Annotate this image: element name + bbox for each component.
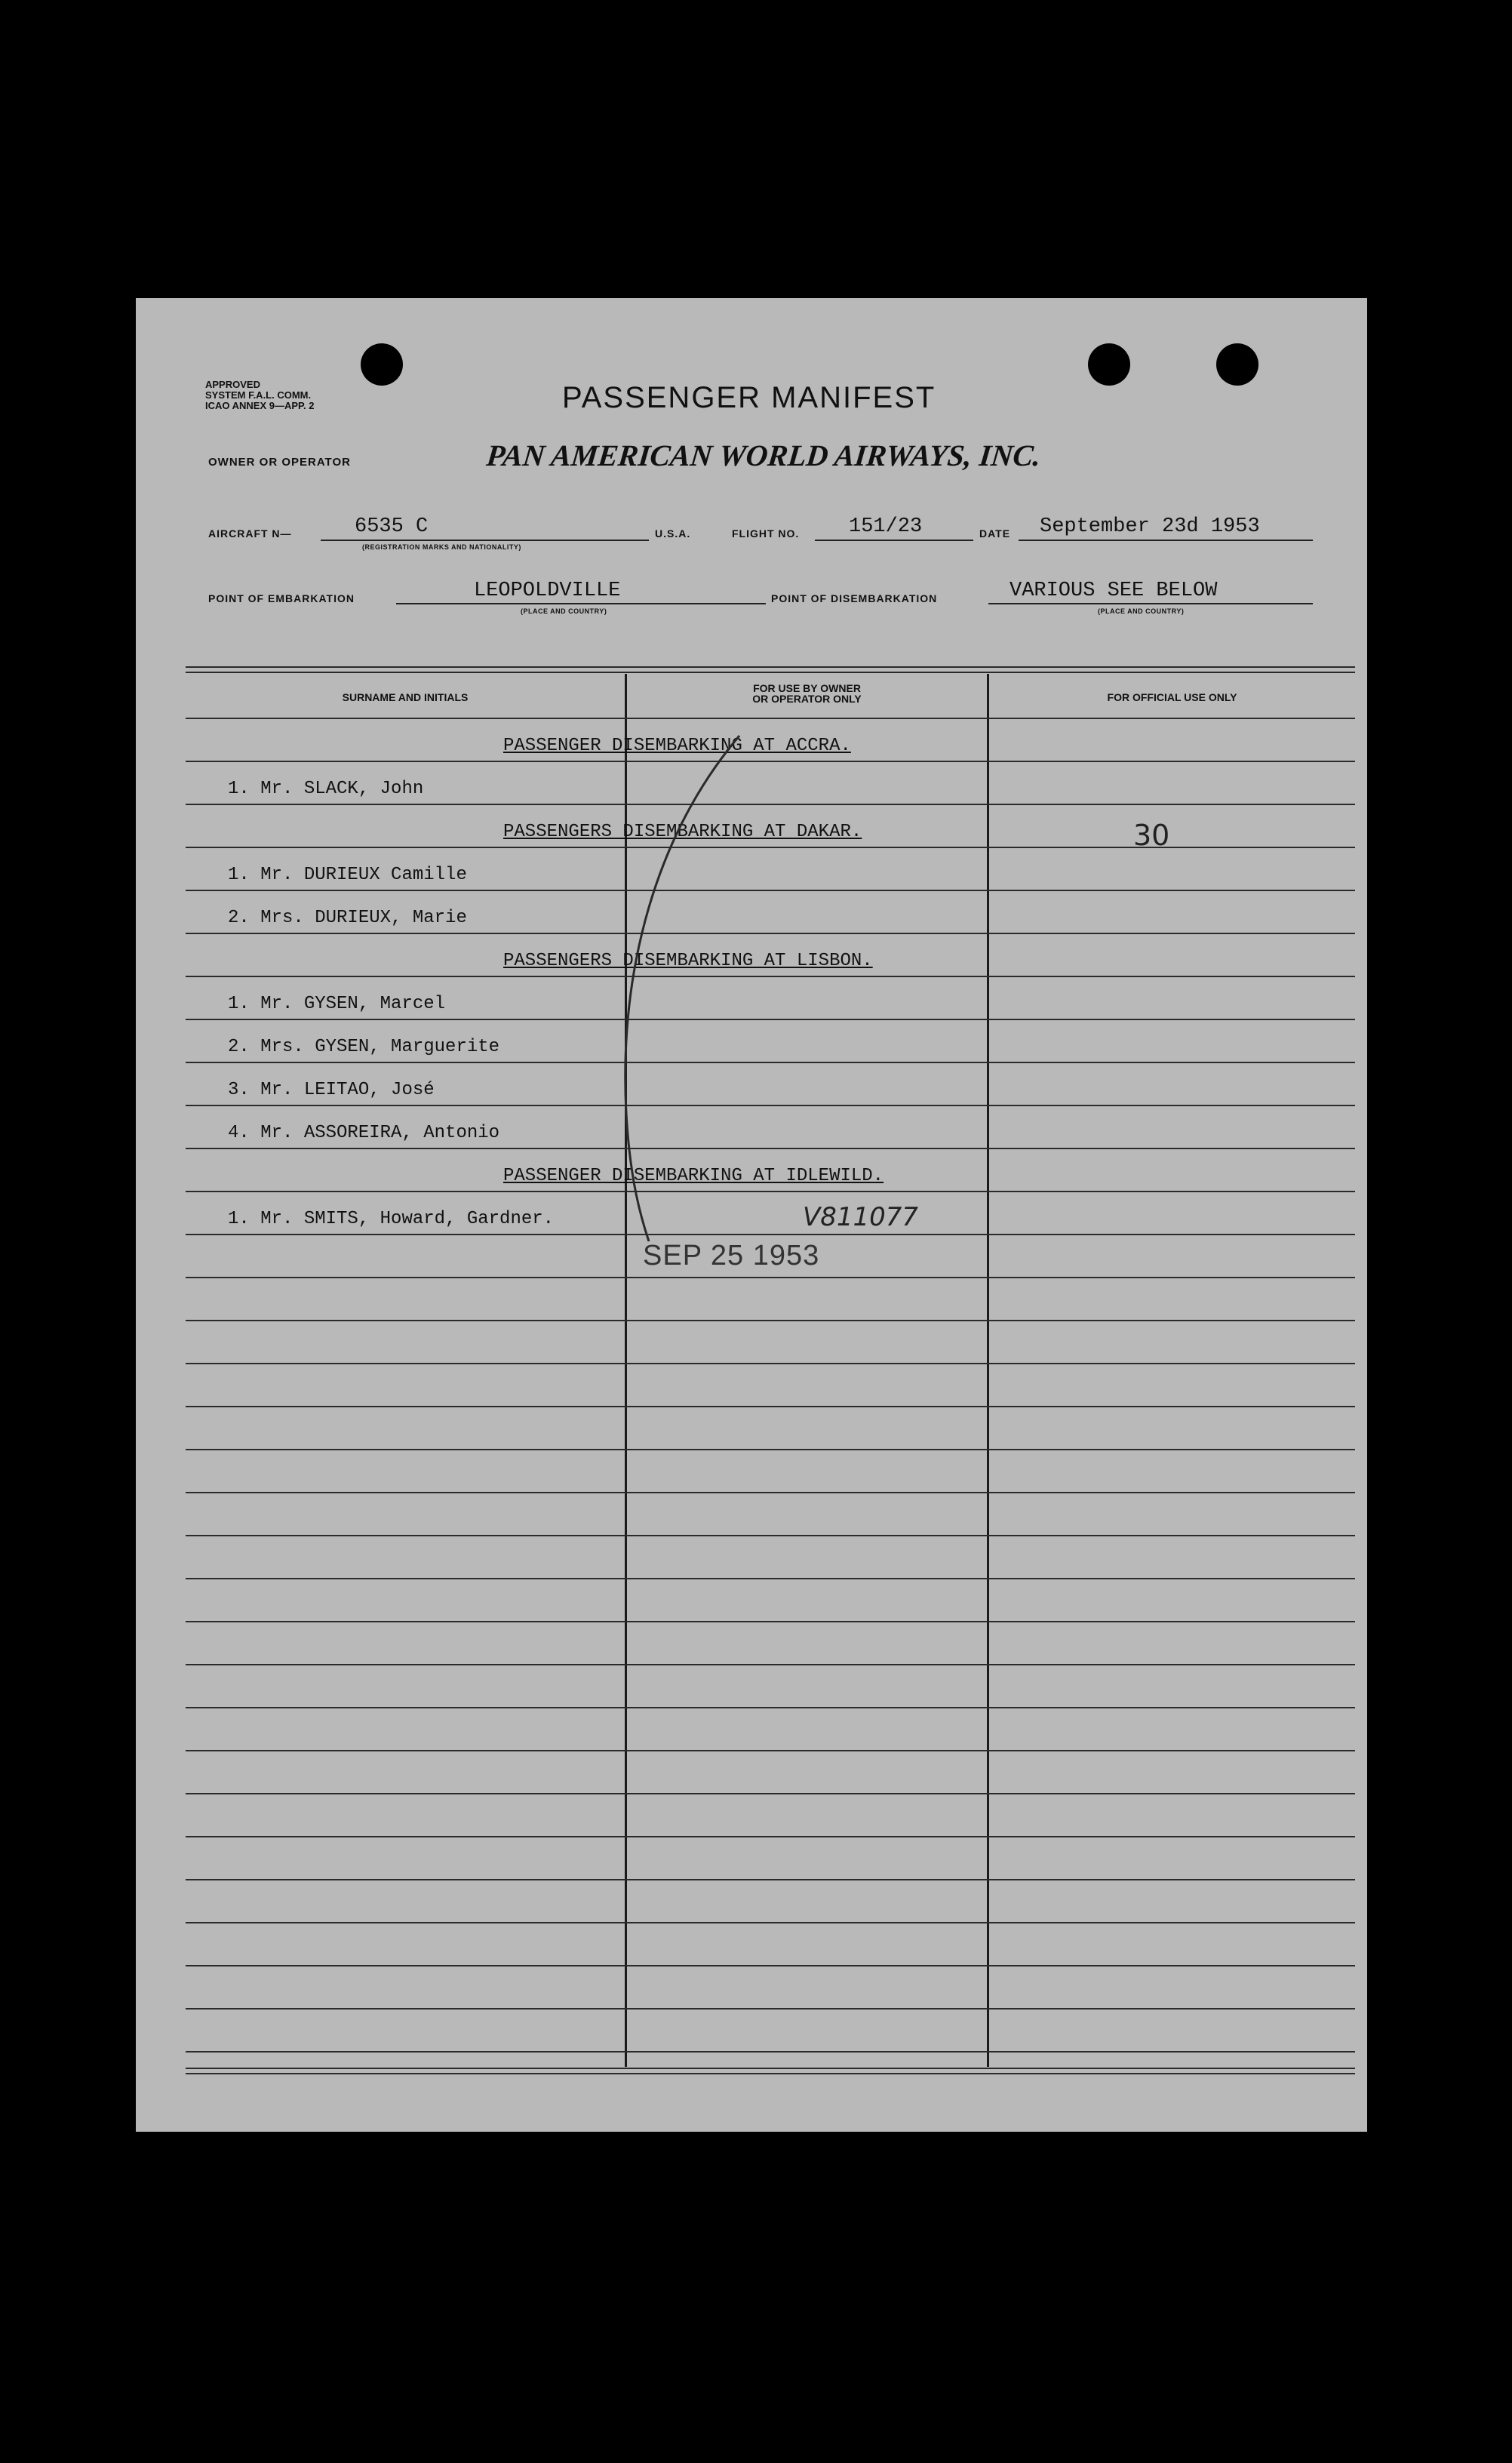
row-rule [186, 1922, 1355, 1923]
table-top-rule-2 [186, 672, 1355, 673]
passenger-entry: 1. Mr. GYSEN, Marcel [228, 994, 446, 1014]
passenger-entry: 2. Mrs. DURIEUX, Marie [228, 908, 467, 928]
date-line [1019, 540, 1313, 541]
table-bottom-rule-2 [186, 2073, 1355, 2074]
aircraft-line [321, 540, 649, 541]
row-rule [186, 1406, 1355, 1407]
table-bottom-rule [186, 2068, 1355, 2069]
date-stamp: SEP 25 1953 [643, 1240, 820, 1271]
passenger-entry: 1. Mr. DURIEUX Camille [228, 865, 467, 885]
date-label: DATE [979, 527, 1011, 540]
row-rule [186, 976, 1355, 977]
passenger-entry: 3. Mr. LEITAO, José [228, 1080, 435, 1100]
embarkation-line [396, 603, 766, 604]
row-rule [186, 1449, 1355, 1450]
date-value: September 23d 1953 [1040, 515, 1260, 538]
row-rule [186, 1363, 1355, 1364]
disembarkation-sublabel: (PLACE AND COUNTRY) [1098, 607, 1185, 615]
passenger-entry: 2. Mrs. GYSEN, Marguerite [228, 1037, 500, 1057]
row-rule [186, 1535, 1355, 1536]
disembarkation-label: POINT OF DISEMBARKATION [771, 592, 938, 604]
row-rule [186, 1793, 1355, 1794]
passenger-entry: 4. Mr. ASSOREIRA, Antonio [228, 1123, 500, 1143]
owner-label: OWNER OR OPERATOR [208, 456, 351, 469]
row-rule [186, 1965, 1355, 1966]
column-header-surname: SURNAME AND INITIALS [342, 691, 469, 703]
punch-hole-right [1216, 343, 1258, 386]
row-rule [186, 1105, 1355, 1106]
passenger-entry: 1. Mr. SMITS, Howard, Gardner. [228, 1209, 555, 1229]
row-rule [186, 890, 1355, 891]
row-rule [186, 1320, 1355, 1321]
punch-hole-center [1088, 343, 1130, 386]
approval-line: ICAO ANNEX 9—APP. 2 [205, 400, 315, 411]
check-mark-stroke [558, 721, 754, 1249]
flight-number-label: FLIGHT NO. [732, 527, 800, 540]
aircraft-label: AIRCRAFT N— [208, 527, 292, 540]
row-rule [186, 1062, 1355, 1063]
embarkation-sublabel: (PLACE AND COUNTRY) [521, 607, 607, 615]
approval-line: APPROVED [205, 379, 260, 390]
section-heading: PASSENGER DISEMBARKING AT ACCRA. [503, 736, 851, 756]
aircraft-sublabel: (REGISTRATION MARKS AND NATIONALITY) [362, 543, 521, 551]
row-rule [186, 1879, 1355, 1880]
section-heading: PASSENGERS DISEMBARKING AT LISBON. [503, 951, 873, 971]
column-header-official: FOR OFFICIAL USE ONLY [1107, 691, 1237, 703]
disembarkation-value: VARIOUS SEE BELOW [1010, 580, 1218, 602]
row-rule [186, 1019, 1355, 1020]
row-rule [186, 1234, 1355, 1235]
table-top-rule [186, 666, 1355, 668]
embarkation-value: LEOPOLDVILLE [474, 580, 621, 602]
section-heading: PASSENGERS DISEMBARKING AT DAKAR. [503, 822, 862, 842]
column-header-owner-line-1: FOR USE BY OWNER [753, 682, 861, 694]
approval-line: SYSTEM F.A.L. COMM. [205, 389, 312, 401]
row-rule [186, 933, 1355, 934]
row-rule [186, 761, 1355, 762]
column-header-owner-line-2: OR OPERATOR ONLY [752, 693, 862, 705]
country-label: U.S.A. [655, 527, 691, 540]
row-rule [186, 2051, 1355, 2052]
row-rule [186, 1492, 1355, 1493]
column-divider-2 [987, 674, 989, 2067]
embarkation-label: POINT OF EMBARKATION [208, 592, 355, 604]
manifest-page [136, 298, 1367, 2132]
punch-hole-left [361, 343, 403, 386]
row-rule [186, 1191, 1355, 1192]
row-rule [186, 1836, 1355, 1837]
passenger-entry: 1. Mr. SLACK, John [228, 779, 424, 799]
row-rule [186, 1277, 1355, 1278]
flight-number-line [815, 540, 973, 541]
row-rule [186, 1578, 1355, 1579]
row-rule [186, 1750, 1355, 1751]
column-header-owner-use [627, 683, 987, 704]
row-rule [186, 718, 1355, 719]
form-title: PASSENGER MANIFEST [562, 381, 936, 414]
approval-note [205, 380, 315, 411]
row-rule [186, 1707, 1355, 1708]
operator-name: PAN AMERICAN WORLD AIRWAYS, INC. [484, 438, 1043, 472]
row-rule [186, 804, 1355, 805]
aircraft-value: 6535 C [355, 515, 429, 538]
row-rule [186, 1664, 1355, 1665]
row-rule [186, 847, 1355, 848]
official-number: 30 [1133, 819, 1170, 852]
row-rule [186, 1148, 1355, 1149]
flight-number-value: 151/23 [849, 515, 923, 538]
row-rule [186, 2008, 1355, 2009]
disembarkation-line [988, 603, 1313, 604]
row-rule [186, 1621, 1355, 1622]
handwritten-code: V811077 [803, 1202, 919, 1232]
section-heading: PASSENGER DISEMBARKING AT IDLEWILD. [503, 1166, 884, 1186]
